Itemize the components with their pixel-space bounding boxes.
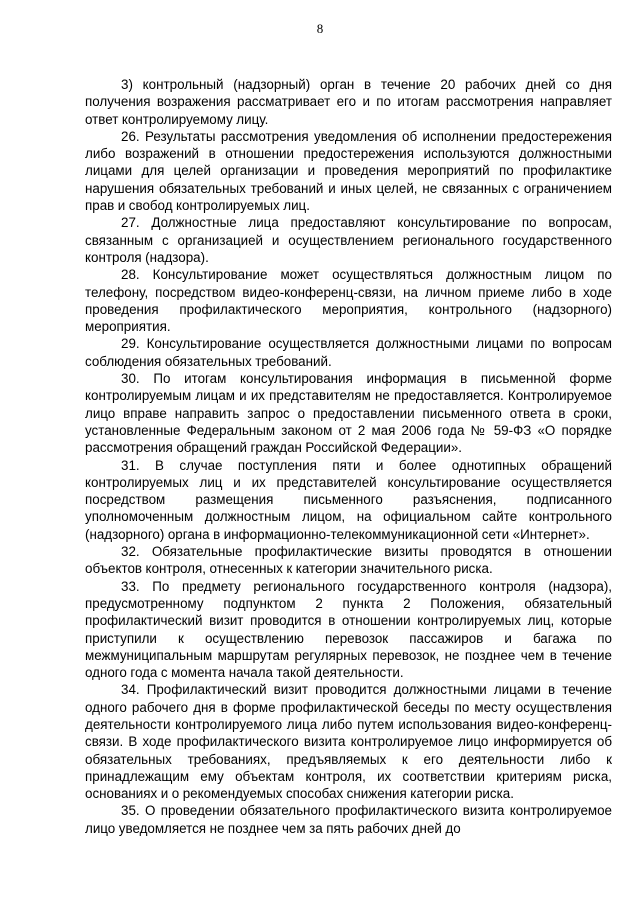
page-number: 8 xyxy=(316,21,324,36)
paragraph-33: 33. По предмету регионального государственного контроля (надзора), предусмотренному подпунктом 2 пункта 2 Положения, обязательный профилактический визит проводится в отношении контролируемых лиц, которые приступили к осуществлению перевозок пассажиров и багажа по межмуниципальным маршрутам регулярных перевозок, не позднее чем в течение одного года с момента начала такой деятельности. xyxy=(85,578,612,681)
paragraph-29: 29. Консультирование осуществляется должностными лицами по вопросам соблюдения обязательных требований. xyxy=(85,336,612,369)
document-body xyxy=(85,76,612,837)
paragraph-34: 34. Профилактический визит проводится должностными лицами в течение одного рабочего дня в форме профилактической беседы по месту осуществления деятельности контролируемого лица либо путем использования видео-конференц-связи. В ходе профилактического визита контролируемое лицо информируется об обязательных требованиях, предъявляемых к его деятельности либо к принадлежащим ему объектам контроля, их соответствии критериям риска, основаниях и о рекомендуемых способах снижения категории риска. xyxy=(85,682,612,802)
paragraph-28: 28. Консультирование может осуществляться должностным лицом по телефону, посредством видео-конференц-связи, на личном приеме либо в ходе проведения профилактического мероприятия, контрольного (надзорного) мероприятия. xyxy=(85,267,612,335)
paragraph-31: 31. В случае поступления пяти и более однотипных обращений контролируемых лиц и их представителей консультирование осуществляется посредством размещения письменного разъяснения, подписанного уполномоченным должностным лицом, на официальном сайте контрольного (надзорного) органа в информационно-телекоммуникационной сети «Интернет». xyxy=(85,457,612,542)
paragraph-27: 27. Должностные лица предоставляют консультирование по вопросам, связанным с организацией и осуществлением регионального государственного контроля (надзора). xyxy=(85,215,612,265)
paragraph-32: 32. Обязательные профилактические визиты проводятся в отношении объектов контроля, отнесенных к категории значительного риска. xyxy=(85,544,612,577)
paragraph-item-25-3: 3) контрольный (надзорный) орган в течение 20 рабочих дней со дня получения возражения рассматривает его и по итогам рассмотрения направляет ответ контролируемому лицу. xyxy=(85,77,612,127)
paragraph-26: 26. Результаты рассмотрения уведомления об исполнении предостережения либо возражений в отношении предостережения используются должностными лицами для целей организации и проведения мероприятий по профилактике нарушения обязательных требований и иных целей, не связанных с ограничением прав и свобод контролируемых лиц. xyxy=(85,128,612,214)
paragraph-30: 30. По итогам консультирования информация в письменной форме контролируемым лицам и их представителям не предоставляется. Контролируемое лицо вправе направить запрос о предоставлении письменного ответа в сроки, установленные Федеральным законом от 2 мая 2006 года № 59-ФЗ «О порядке рассмотрения обращений граждан Российской Федерации». xyxy=(85,371,612,456)
paragraph-35: 35. О проведении обязательного профилактического визита контролируемое лицо уведомляется не позднее чем за пять рабочих дней до xyxy=(85,803,612,836)
